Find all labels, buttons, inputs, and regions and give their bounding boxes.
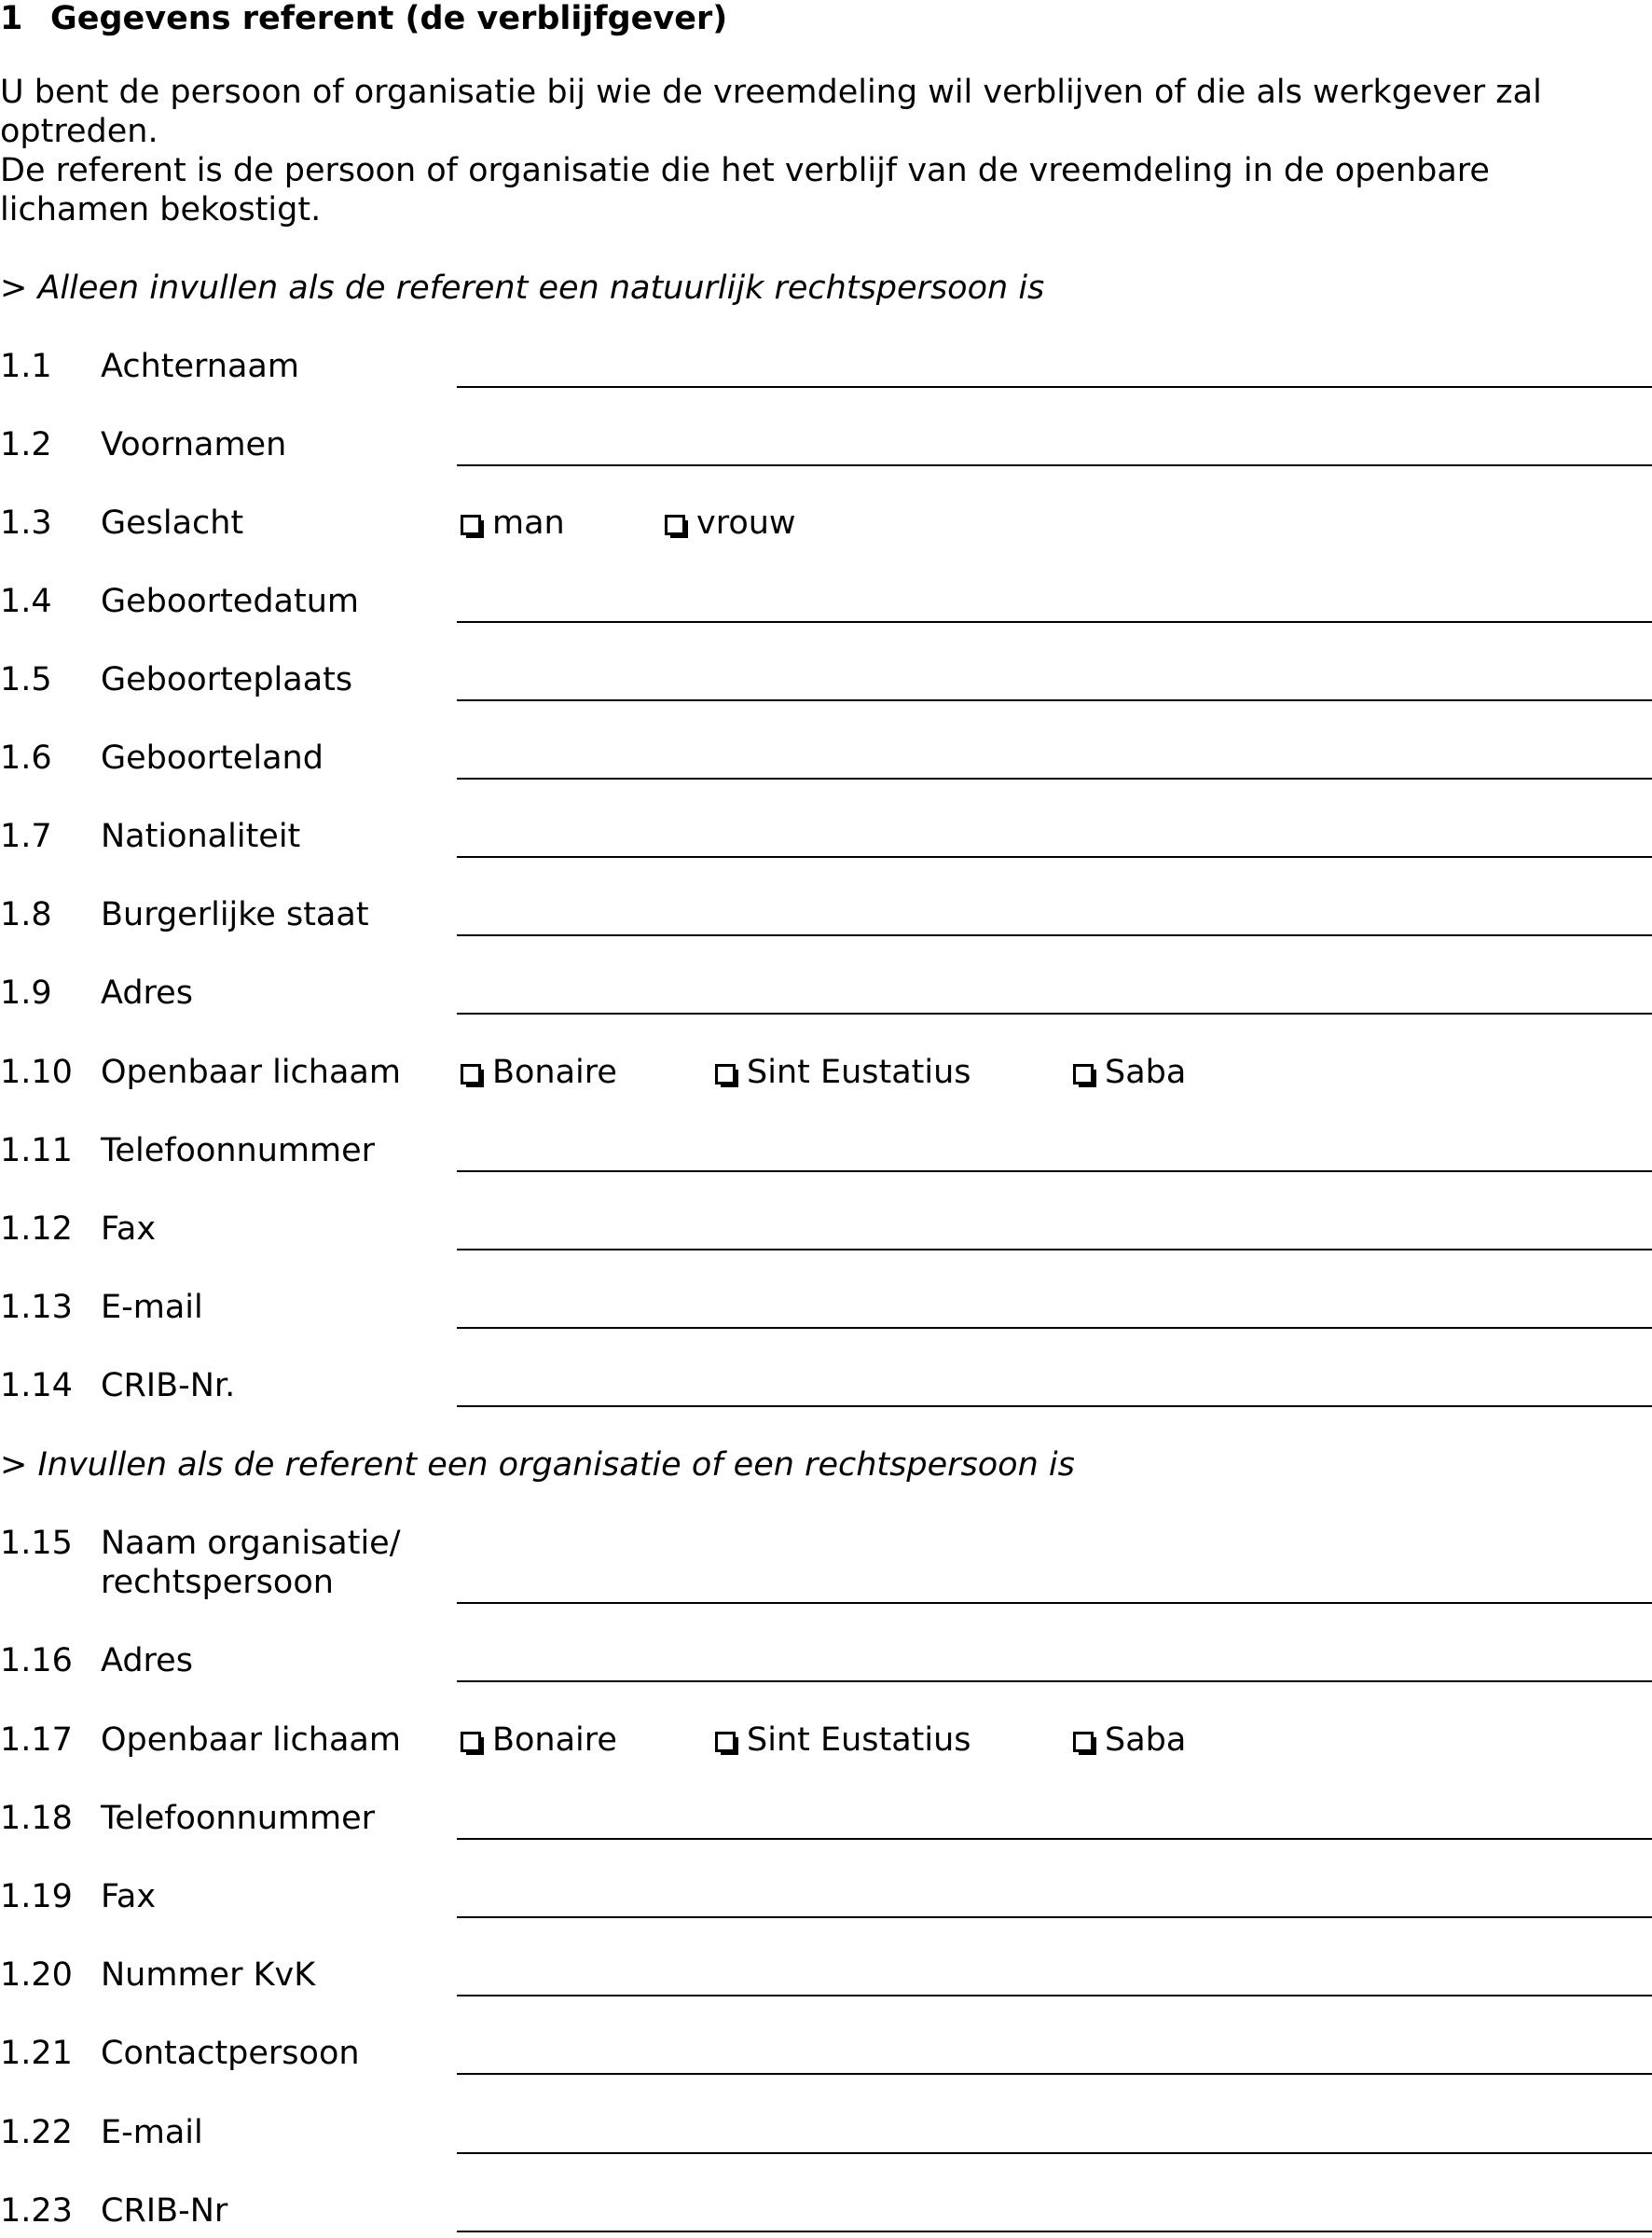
field-row-burgerlijke-staat	[0, 895, 1652, 942]
field-number: 1.6	[0, 739, 52, 777]
voornamen-input-line[interactable]	[457, 464, 1652, 466]
field-label: Openbaar lichaam	[101, 1721, 401, 1759]
field-label: CRIB-Nr	[101, 2192, 228, 2230]
section-number: 1	[0, 0, 23, 37]
field-row-contactpersoon	[0, 2034, 1652, 2080]
geboorteland-input-line[interactable]	[457, 778, 1652, 780]
field-label: E-mail	[101, 1289, 203, 1326]
option-saba[interactable]	[1073, 1720, 1186, 1760]
email-input-line[interactable]	[457, 1327, 1652, 1329]
option-sint-eustatius[interactable]	[715, 1720, 971, 1760]
field-number: 1.2	[0, 426, 52, 463]
option-label: vrouw	[696, 504, 796, 542]
field-row-geboorteland	[0, 739, 1652, 785]
field-label: Contactpersoon	[101, 2035, 360, 2072]
field-label: Geslacht	[101, 504, 244, 542]
option-bonaire[interactable]	[461, 1720, 617, 1760]
field-label: Achternaam	[101, 348, 299, 385]
field-row-geboorteplaats	[0, 660, 1652, 707]
field-row-crib-nr-organisatie	[0, 2191, 1652, 2238]
field-label: Telefoonnummer	[101, 1132, 376, 1169]
field-label: CRIB-Nr.	[101, 1367, 236, 1404]
field-row-email	[0, 1288, 1652, 1334]
checkbox-icon[interactable]	[665, 515, 685, 535]
field-label: Geboorteplaats	[101, 661, 353, 698]
field-number: 1.14	[0, 1367, 73, 1404]
note-natural-person: > Alleen invullen als de referent een natuurlijk rechtspersoon is	[0, 269, 1045, 307]
checkbox-icon[interactable]	[461, 1064, 481, 1084]
intro-paragraph-2: De referent is de persoon of organisatie die het verblijf van de vreemdeling in de openbare lichamen bekostigt.	[0, 152, 1490, 228]
burgerlijke-staat-input-line[interactable]	[457, 934, 1652, 936]
field-number: 1.7	[0, 818, 52, 855]
field-row-naam-organisatie	[0, 1524, 1652, 1609]
field-row-nationaliteit	[0, 817, 1652, 863]
option-vrouw[interactable]	[665, 504, 796, 543]
field-label: Geboorteland	[101, 739, 324, 777]
field-row-openbaar-lichaam	[0, 1053, 1652, 1099]
adres-input-line[interactable]	[457, 1013, 1652, 1015]
field-label: Nummer KvK	[101, 1956, 316, 1994]
field-row-fax	[0, 1209, 1652, 1256]
fax-input-line[interactable]	[457, 1249, 1652, 1250]
checkbox-icon[interactable]	[461, 515, 481, 535]
checkbox-icon[interactable]	[715, 1732, 736, 1752]
field-label: Adres	[101, 974, 193, 1012]
field-row-geslacht	[0, 504, 1652, 550]
field-number: 1.3	[0, 504, 52, 542]
field-label: Naam organisatie/ rechtspersoon	[101, 1525, 401, 1601]
option-label: man	[492, 504, 565, 542]
nationaliteit-input-line[interactable]	[457, 856, 1652, 858]
field-number: 1.13	[0, 1289, 73, 1326]
field-label: Adres	[101, 1642, 193, 1679]
field-label: Fax	[101, 1878, 157, 1915]
field-label: Voornamen	[101, 426, 287, 463]
field-row-achternaam	[0, 347, 1652, 394]
field-number: 1.1	[0, 348, 52, 385]
field-number: 1.20	[0, 1956, 73, 1994]
telefoonnummer-input-line[interactable]	[457, 1170, 1652, 1172]
field-number: 1.12	[0, 1210, 73, 1248]
field-row-adres-organisatie	[0, 1641, 1652, 1688]
field-row-voornamen	[0, 425, 1652, 472]
field-label: Telefoonnummer	[101, 1800, 376, 1837]
geboorteplaats-input-line[interactable]	[457, 699, 1652, 701]
field-number: 1.22	[0, 2114, 73, 2151]
checkbox-icon[interactable]	[1073, 1732, 1094, 1752]
field-number: 1.19	[0, 1878, 73, 1915]
adres-organisatie-input-line[interactable]	[457, 1680, 1652, 1682]
checkbox-icon[interactable]	[461, 1732, 481, 1752]
field-number: 1.17	[0, 1721, 73, 1759]
crib-nr-organisatie-input-line[interactable]	[457, 2231, 1652, 2232]
field-number: 1.9	[0, 974, 52, 1012]
field-row-crib-nr	[0, 1366, 1652, 1413]
option-label: Sint Eustatius	[747, 1054, 971, 1091]
checkbox-icon[interactable]	[715, 1064, 736, 1084]
field-row-nummer-kvk	[0, 1955, 1652, 2002]
email-organisatie-input-line[interactable]	[457, 2152, 1652, 2154]
field-label: E-mail	[101, 2114, 203, 2151]
field-number: 1.10	[0, 1054, 73, 1091]
field-label: Nationaliteit	[101, 818, 301, 855]
option-label: Saba	[1105, 1721, 1187, 1759]
telefoonnummer-organisatie-input-line[interactable]	[457, 1838, 1652, 1840]
option-label: Bonaire	[492, 1054, 617, 1091]
field-label: Openbaar lichaam	[101, 1054, 401, 1091]
field-row-openbaar-lichaam-organisatie	[0, 1720, 1652, 1767]
field-row-email-organisatie	[0, 2113, 1652, 2160]
intro-text	[0, 73, 1585, 229]
fax-organisatie-input-line[interactable]	[457, 1916, 1652, 1918]
field-row-geboortedatum	[0, 582, 1652, 629]
section-heading	[0, 0, 727, 37]
intro-paragraph-1: U bent de persoon of organisatie bij wie de vreemdeling wil verblijven of die als werkgever zal optreden.	[0, 74, 1542, 150]
field-row-adres	[0, 974, 1652, 1020]
option-label: Saba	[1105, 1054, 1187, 1091]
contactpersoon-input-line[interactable]	[457, 2073, 1652, 2075]
field-label: Burgerlijke staat	[101, 896, 369, 933]
option-man[interactable]	[461, 504, 565, 543]
field-number: 1.8	[0, 896, 52, 933]
field-row-telefoonnummer-organisatie	[0, 1799, 1652, 1845]
field-row-fax-organisatie	[0, 1877, 1652, 1924]
nummer-kvk-input-line[interactable]	[457, 1995, 1652, 1996]
field-row-telefoonnummer	[0, 1131, 1652, 1178]
option-sint-eustatius[interactable]	[715, 1053, 971, 1092]
field-number: 1.4	[0, 583, 52, 620]
field-number: 1.23	[0, 2192, 73, 2230]
field-number: 1.16	[0, 1642, 73, 1679]
field-number: 1.5	[0, 661, 52, 698]
note-organisation: > Invullen als de referent een organisatie of een rechtspersoon is	[0, 1446, 1075, 1484]
field-label: Fax	[101, 1210, 157, 1248]
field-number: 1.15	[0, 1525, 73, 1562]
field-number: 1.21	[0, 2035, 73, 2072]
section-title: Gegevens referent (de verblijfgever)	[50, 0, 728, 37]
field-number: 1.18	[0, 1800, 73, 1837]
option-saba[interactable]	[1073, 1053, 1186, 1092]
checkbox-icon[interactable]	[1073, 1064, 1094, 1084]
geboortedatum-input-line[interactable]	[457, 621, 1652, 623]
option-label: Sint Eustatius	[747, 1721, 971, 1759]
field-label: Geboortedatum	[101, 583, 360, 620]
naam-organisatie-input-line[interactable]	[457, 1602, 1652, 1604]
option-bonaire[interactable]	[461, 1053, 617, 1092]
field-number: 1.11	[0, 1132, 73, 1169]
crib-nr-input-line[interactable]	[457, 1405, 1652, 1407]
achternaam-input-line[interactable]	[457, 386, 1652, 388]
option-label: Bonaire	[492, 1721, 617, 1759]
